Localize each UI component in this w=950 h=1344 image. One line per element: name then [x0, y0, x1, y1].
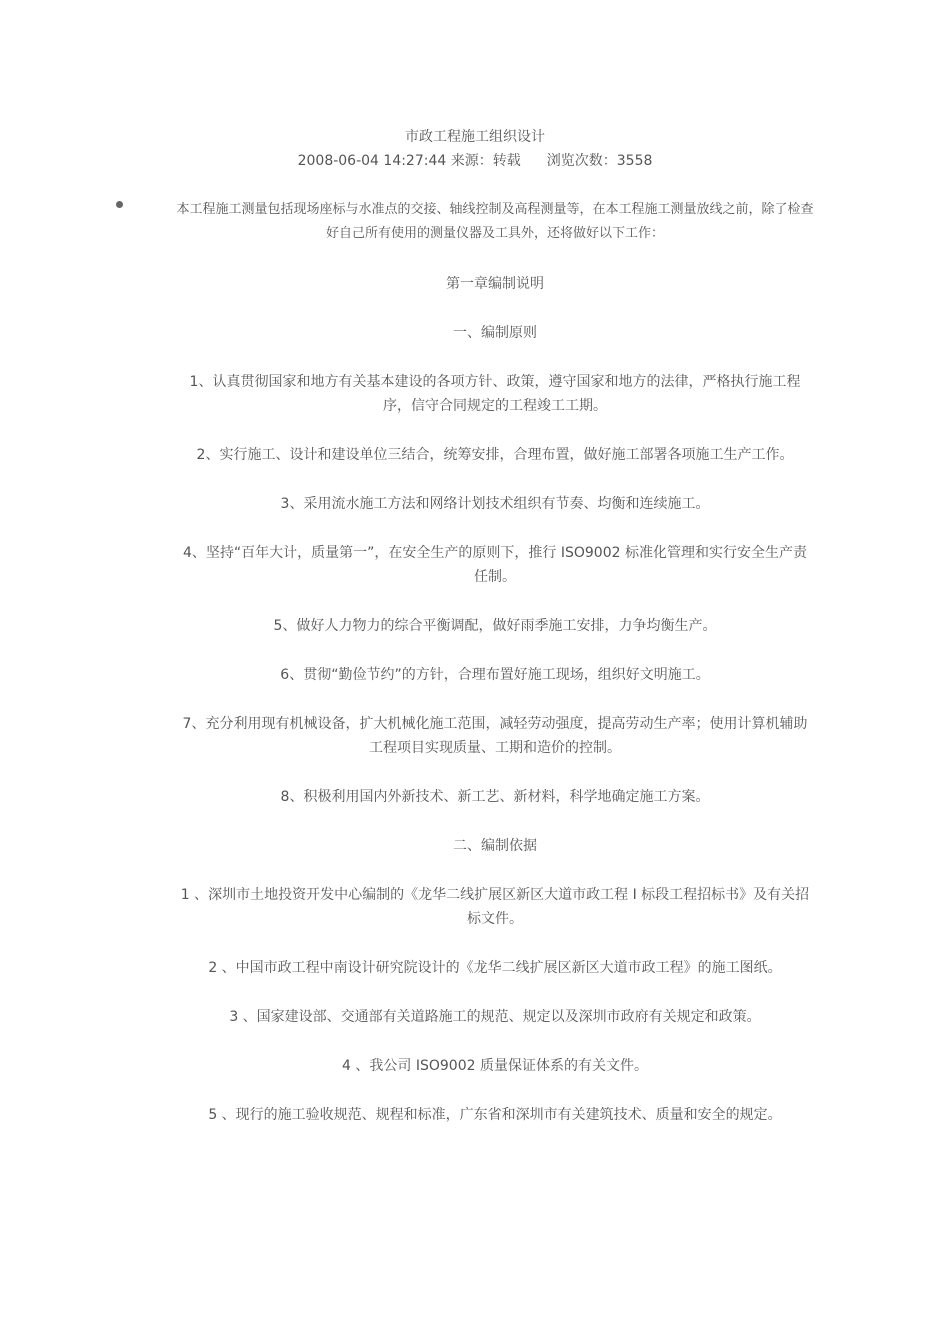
section-heading-principles: 一、编制原则	[453, 325, 537, 341]
section-heading-basis: 二、编制依据	[453, 838, 537, 854]
principle-item: 6、贯彻“勤俭节约”的方针，合理布置好施工现场，组织好文明施工。	[280, 667, 710, 683]
basis-item: 3 、国家建设部、交通部有关道路施工的规范、规定以及深圳市政府有关规定和政策。	[229, 1009, 761, 1025]
publish-datetime: 2008-06-04 14:27:44	[297, 153, 447, 169]
bullet-dot	[116, 201, 123, 208]
article-body	[175, 198, 815, 1152]
principle-item: 3、采用流水施工方法和网络计划技术组织有节奏、均衡和连续施工。	[280, 496, 710, 512]
source-label: 来源：转载	[450, 153, 521, 169]
basis-item: 2 、中国市政工程中南设计研究院设计的《龙华二线扩展区新区大道市政工程》的施工图纸。	[208, 960, 782, 976]
principle-item: 7、充分利用现有机械设备，扩大机械化施工范围，减轻劳动强度，提高劳动生产率；使用计算机辅助工程项目实现质量、工期和造价的控制。	[182, 716, 808, 756]
basis-item: 5 、现行的施工验收规范、规程和标准，广东省和深圳市有关建筑技术、质量和安全的规定。	[208, 1107, 782, 1123]
article-title: 市政工程施工组织设计	[405, 129, 545, 145]
principle-item: 4、坚持“百年大计，质量第一”，在安全生产的原则下，推行 ISO9002 标准化管理和实行安全生产责任制。	[183, 545, 807, 585]
article-meta	[0, 151, 950, 171]
view-count: 浏览次数：3558	[546, 153, 653, 169]
basis-item: 1 、深圳市土地投资开发中心编制的《龙华二线扩展区新区大道市政工程 I 标段工程招标书》及有关招标文件。	[180, 887, 810, 927]
basis-item: 4 、我公司 ISO9002 质量保证体系的有关文件。	[342, 1058, 648, 1074]
principle-item: 8、积极利用国内外新技术、新工艺、新材料，科学地确定施工方案。	[280, 789, 710, 805]
principle-item: 1、认真贯彻国家和地方有关基本建设的各项方针、政策，遵守国家和地方的法律，严格执行施工程序，信守合同规定的工程竣工工期。	[189, 374, 801, 414]
intro-paragraph: 本工程施工测量包括现场座标与水准点的交接、轴线控制及高程测量等，在本工程施工测量放线之前，除了检查好自己所有使用的测量仪器及工具外，还将做好以下工作：	[176, 202, 814, 241]
chapter-heading: 第一章编制说明	[446, 276, 544, 292]
principle-item: 2、实行施工、设计和建设单位三结合，统筹安排，合理布置，做好施工部署各项施工生产工作。	[196, 447, 794, 463]
principle-item: 5、做好人力物力的综合平衡调配，做好雨季施工安排，力争均衡生产。	[273, 618, 717, 634]
